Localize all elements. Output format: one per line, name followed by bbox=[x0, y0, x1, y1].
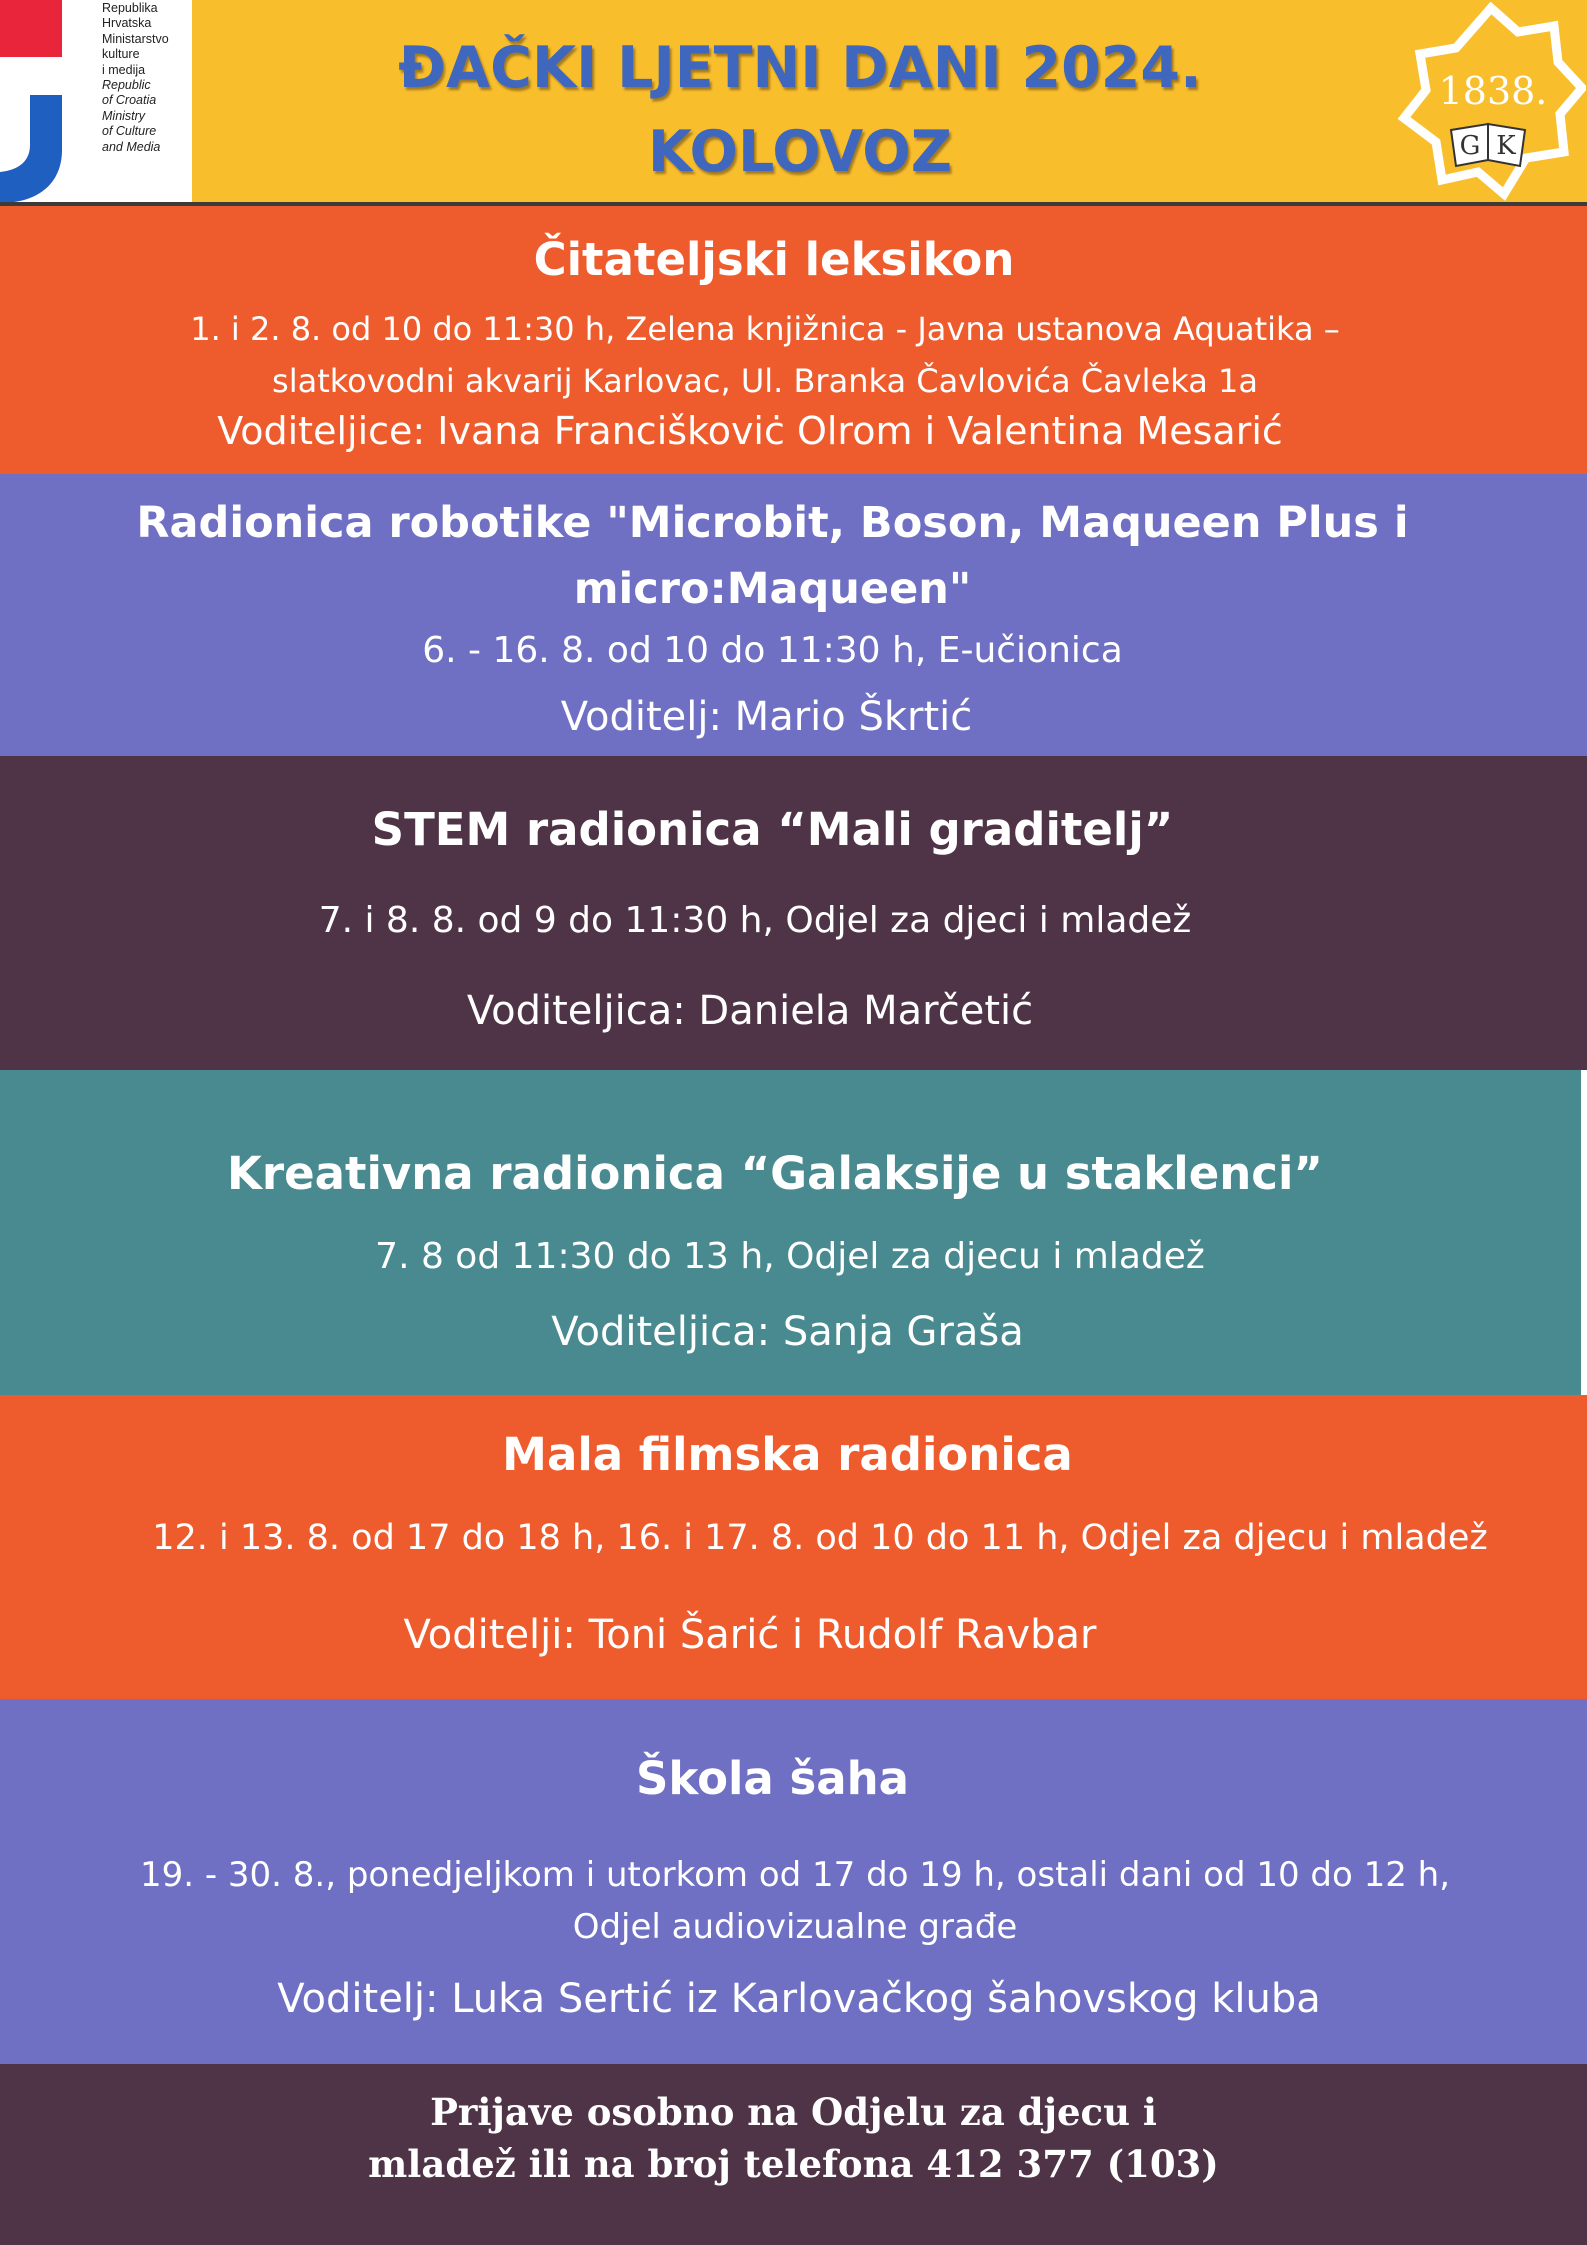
registration-info-line-2: mladež ili na broj telefona 412 377 (103) bbox=[368, 2142, 1219, 2186]
event-details: 6. - 16. 8. od 10 do 11:30 h, E-učionica bbox=[422, 630, 1123, 671]
ministry-text-en-5: and Media bbox=[102, 139, 161, 154]
page-title-line-2: KOLOVOZ bbox=[647, 119, 953, 185]
event-details-line-2: Odjel audiovizualne građe bbox=[572, 1907, 1018, 1947]
event-details: 7. 8 od 11:30 do 13 h, Odjel za djecu i mladež bbox=[375, 1236, 1205, 1277]
ministry-text-hr-3: Ministarstvo bbox=[102, 31, 169, 46]
event-radionica-robotike bbox=[0, 474, 1587, 756]
event-details-line-2: slatkovodni akvarij Karlovac, Ul. Branka Čavlovića Čavleka 1a bbox=[272, 362, 1258, 400]
ministry-text-hr-5: i medija bbox=[102, 62, 146, 77]
event-details-line-1: 1. i 2. 8. od 10 do 11:30 h, Zelena knjižnica - Javna ustanova Aquatika – bbox=[190, 310, 1340, 348]
event-leader: Voditeljice: Ivana Franciškoviċ Olrom i Valentina Mesarić bbox=[217, 409, 1283, 453]
ministry-logo-block bbox=[0, 0, 192, 203]
event-leader: Voditeljica: Daniela Marčetić bbox=[466, 988, 1034, 1034]
event-leader: Voditelji: Toni Šarić i Rudolf Ravbar bbox=[403, 1612, 1097, 1658]
ministry-text-hr-1: Republika bbox=[102, 1, 158, 15]
event-skola-saha bbox=[0, 1699, 1587, 2064]
library-logo-icon bbox=[1396, 2, 1586, 202]
event-kreativna-radionica bbox=[0, 1070, 1587, 1395]
croatian-ministry-emblem-icon bbox=[0, 0, 66, 203]
ministry-text-en-2: of Croatia bbox=[102, 93, 157, 108]
library-logo-letter-g: G bbox=[1459, 131, 1481, 161]
event-details: 12. i 13. 8. od 17 do 18 h, 16. i 17. 8. od 10 do 11 h, Odjel za djecu i mladež bbox=[152, 1518, 1488, 1558]
event-details bbox=[0, 1849, 1587, 1953]
event-citateljski-leksikon bbox=[0, 206, 1587, 474]
registration-info-line-1: Prijave osobno na Odjelu za djecu i bbox=[430, 2090, 1157, 2134]
library-logo-letter-k: K bbox=[1496, 131, 1516, 161]
library-logo-year: 1838. bbox=[1438, 69, 1548, 113]
page-title-line-1: ĐAČKI LJETNI DANI 2024. bbox=[398, 35, 1202, 101]
event-title-line-1: Radionica robotike "Microbit, Boson, Maqueen Plus i bbox=[136, 498, 1409, 548]
event-title: Čitateljski leksikon bbox=[533, 233, 1015, 286]
registration-footer bbox=[0, 2064, 1587, 2245]
event-title-line-2: micro:Maqueen" bbox=[573, 564, 972, 614]
event-details bbox=[0, 303, 1490, 407]
ministry-text-en-1: Republic bbox=[102, 78, 151, 93]
ministry-text-en-4: of Culture bbox=[102, 124, 157, 139]
event-title: Kreativna radionica “Galaksije u staklenci” bbox=[227, 1147, 1323, 1200]
event-details-line-1: 19. - 30. 8., ponedjeljkom i utorkom od 17 do 19 h, ostali dani od 10 do 12 h, bbox=[139, 1855, 1451, 1895]
section-edge bbox=[1581, 1070, 1587, 1395]
ministry-text-hr-4: kulture bbox=[102, 47, 140, 62]
event-leader: Voditeljica: Sanja Graša bbox=[551, 1309, 1024, 1355]
page-title bbox=[200, 26, 1400, 194]
event-title bbox=[0, 490, 1545, 622]
registration-info bbox=[0, 2086, 1587, 2190]
event-mala-filmska-radionica bbox=[0, 1395, 1587, 1699]
ministry-text bbox=[102, 1, 190, 155]
event-title: Škola šaha bbox=[635, 1752, 910, 1805]
event-leader: Voditelj: Mario Škrtić bbox=[560, 694, 973, 740]
header-banner bbox=[0, 0, 1587, 205]
event-title: Mala filmska radionica bbox=[502, 1428, 1073, 1481]
event-leader: Voditelj: Luka Sertić iz Karlovačkog šahovskog kluba bbox=[277, 1976, 1321, 2022]
ministry-text-en-3: Ministry bbox=[102, 108, 146, 123]
ministry-text-hr-2: Hrvatska bbox=[102, 16, 152, 31]
event-title: STEM radionica “Mali graditelj” bbox=[371, 803, 1174, 856]
event-stem-radionica bbox=[0, 756, 1587, 1070]
event-details: 7. i 8. 8. od 9 do 11:30 h, Odjel za djeci i mladež bbox=[318, 900, 1192, 941]
